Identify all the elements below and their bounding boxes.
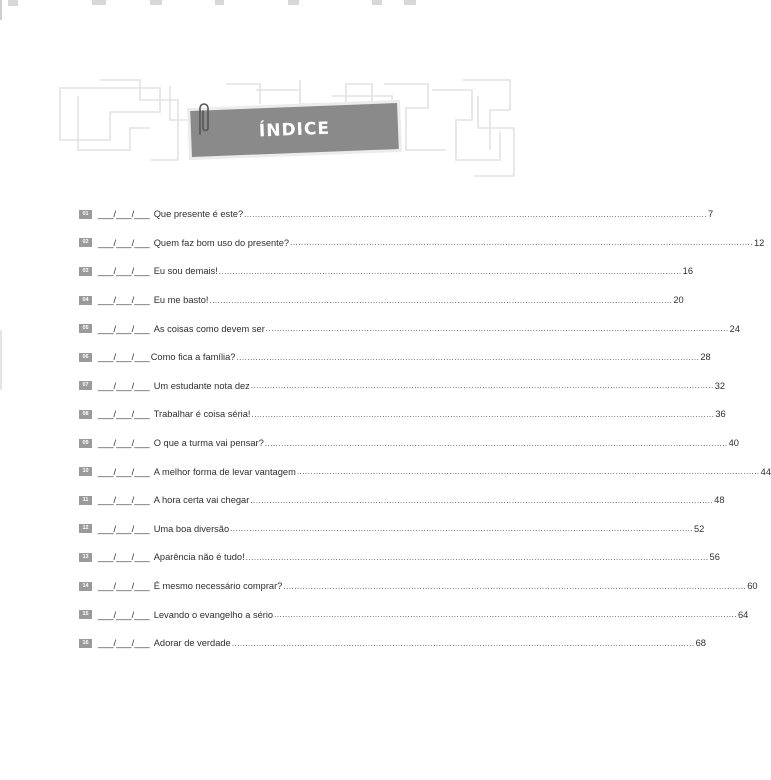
date-blank: ___/___/___ xyxy=(98,552,150,563)
dot-leader: .......................................................................................................................................................................... xyxy=(274,610,737,620)
paperclip-icon xyxy=(195,100,211,138)
date-blank: ___/___/___ xyxy=(98,581,150,592)
lesson-title: Levando o evangelho a sério xyxy=(153,609,274,620)
lesson-number-badge: 16 xyxy=(79,639,92,648)
toc-row[interactable] xyxy=(79,629,706,658)
dot-leader: .......................................................................................................................................................................... xyxy=(265,324,729,334)
page-number: 64 xyxy=(737,609,749,620)
dot-leader: .......................................................................................................................................................................... xyxy=(250,495,714,505)
toc-row[interactable] xyxy=(79,257,693,286)
lesson-number-badge: 09 xyxy=(79,439,92,448)
lesson-title: Uma boa diversão xyxy=(153,523,230,534)
page-number: 24 xyxy=(729,323,740,334)
lesson-title: É mesmo necessário comprar? xyxy=(153,581,283,592)
page-number: 52 xyxy=(694,523,705,534)
date-blank: ___/___/___ xyxy=(98,638,150,649)
page-number: 7 xyxy=(707,209,714,220)
title-banner xyxy=(190,103,399,157)
page-number: 48 xyxy=(714,495,725,506)
lesson-number-badge: 06 xyxy=(79,353,92,362)
dot-leader: .......................................................................................................................................................................... xyxy=(244,209,707,219)
date-blank: ___/___/___ xyxy=(98,466,150,477)
lesson-title: O que a turma vai pensar? xyxy=(153,438,264,449)
date-blank: ___/___/___ xyxy=(98,323,150,334)
dot-leader: .......................................................................................................................................................................... xyxy=(230,524,694,534)
lesson-title: Que presente é este? xyxy=(153,209,244,220)
page-number: 40 xyxy=(728,438,739,449)
dot-leader: .......................................................................................................................................................................... xyxy=(245,552,709,562)
lesson-number-badge: 07 xyxy=(79,381,92,390)
dot-leader: .......................................................................................................................................................................... xyxy=(264,438,728,448)
dot-leader: .......................................................................................................................................................................... xyxy=(218,266,682,276)
header-line-pattern xyxy=(0,0,584,200)
lesson-title: Adorar de verdade xyxy=(153,638,231,649)
page-number: 20 xyxy=(673,295,684,306)
dot-leader: .......................................................................................................................................................................... xyxy=(283,581,747,591)
page-number: 12 xyxy=(753,237,765,248)
toc-row[interactable] xyxy=(79,286,684,315)
toc-row[interactable] xyxy=(79,515,705,544)
lesson-number-badge: 05 xyxy=(79,324,92,333)
lesson-number-badge: 02 xyxy=(79,238,92,247)
date-blank: ___/___/___ xyxy=(98,352,150,363)
page-number: 28 xyxy=(700,352,711,363)
page-number: 60 xyxy=(747,581,758,592)
lesson-number-badge: 01 xyxy=(79,210,92,219)
dot-leader: .......................................................................................................................................................................... xyxy=(296,467,760,477)
page-number: 56 xyxy=(709,552,720,563)
date-blank: ___/___/___ xyxy=(98,380,150,391)
dot-leader: .......................................................................................................................................................................... xyxy=(290,238,753,248)
lesson-title: Eu sou demais! xyxy=(153,266,218,277)
dot-leader: .......................................................................................................................................................................... xyxy=(236,352,700,362)
date-blank: ___/___/___ xyxy=(98,609,150,620)
toc-row[interactable] xyxy=(79,543,720,572)
date-blank: ___/___/___ xyxy=(98,209,150,220)
page-number: 16 xyxy=(682,266,693,277)
date-blank: ___/___/___ xyxy=(98,266,150,277)
toc-row[interactable] xyxy=(79,200,714,229)
lesson-number-badge: 14 xyxy=(79,582,92,591)
lesson-number-badge: 15 xyxy=(79,610,92,619)
date-blank: ___/___/___ xyxy=(98,495,150,506)
lesson-title: Como fica a família? xyxy=(150,352,236,363)
lesson-title: A melhor forma de levar vantagem xyxy=(153,466,296,477)
lesson-number-badge: 03 xyxy=(79,267,92,276)
table-of-contents xyxy=(79,200,771,658)
toc-row[interactable] xyxy=(79,372,726,401)
date-blank: ___/___/___ xyxy=(98,295,150,306)
dot-leader: .......................................................................................................................................................................... xyxy=(231,638,695,648)
lesson-title: Um estudante nota dez xyxy=(153,380,250,391)
toc-row[interactable] xyxy=(79,457,771,486)
toc-row[interactable] xyxy=(79,400,726,429)
date-blank: ___/___/___ xyxy=(98,438,150,449)
toc-row[interactable] xyxy=(79,343,711,372)
date-blank: ___/___/___ xyxy=(98,237,150,248)
page-number: 68 xyxy=(695,638,706,649)
lesson-number-badge: 12 xyxy=(79,524,92,533)
toc-row[interactable] xyxy=(79,429,739,458)
toc-row[interactable] xyxy=(79,600,749,629)
toc-row[interactable] xyxy=(79,486,725,515)
lesson-title: Aparência não é tudo! xyxy=(153,552,245,563)
lesson-title: Eu me basto! xyxy=(153,295,209,306)
page-number: 44 xyxy=(760,466,771,477)
page-number: 32 xyxy=(714,380,726,391)
toc-row[interactable] xyxy=(79,229,765,258)
toc-row[interactable] xyxy=(79,572,758,601)
dot-leader: .......................................................................................................................................................................... xyxy=(250,381,714,391)
lesson-number-badge: 11 xyxy=(79,496,92,505)
lesson-title: A hora certa vai chegar xyxy=(153,495,250,506)
lesson-title: Trabalhar é coisa séria! xyxy=(153,409,251,420)
page-number: 36 xyxy=(715,409,726,420)
lesson-number-badge: 13 xyxy=(79,553,92,562)
date-blank: ___/___/___ xyxy=(98,409,150,420)
dot-leader: .......................................................................................................................................................................... xyxy=(209,295,673,305)
toc-row[interactable] xyxy=(79,314,740,343)
lesson-title: Quem faz bom uso do presente? xyxy=(153,237,290,248)
dot-leader: .......................................................................................................................................................................... xyxy=(251,409,715,419)
lesson-title: As coisas como devem ser xyxy=(153,323,265,334)
lesson-number-badge: 04 xyxy=(79,296,92,305)
date-blank: ___/___/___ xyxy=(98,523,150,534)
page-title: ÍNDICE xyxy=(258,118,331,142)
lesson-number-badge: 08 xyxy=(79,410,92,419)
lesson-number-badge: 10 xyxy=(79,467,92,476)
